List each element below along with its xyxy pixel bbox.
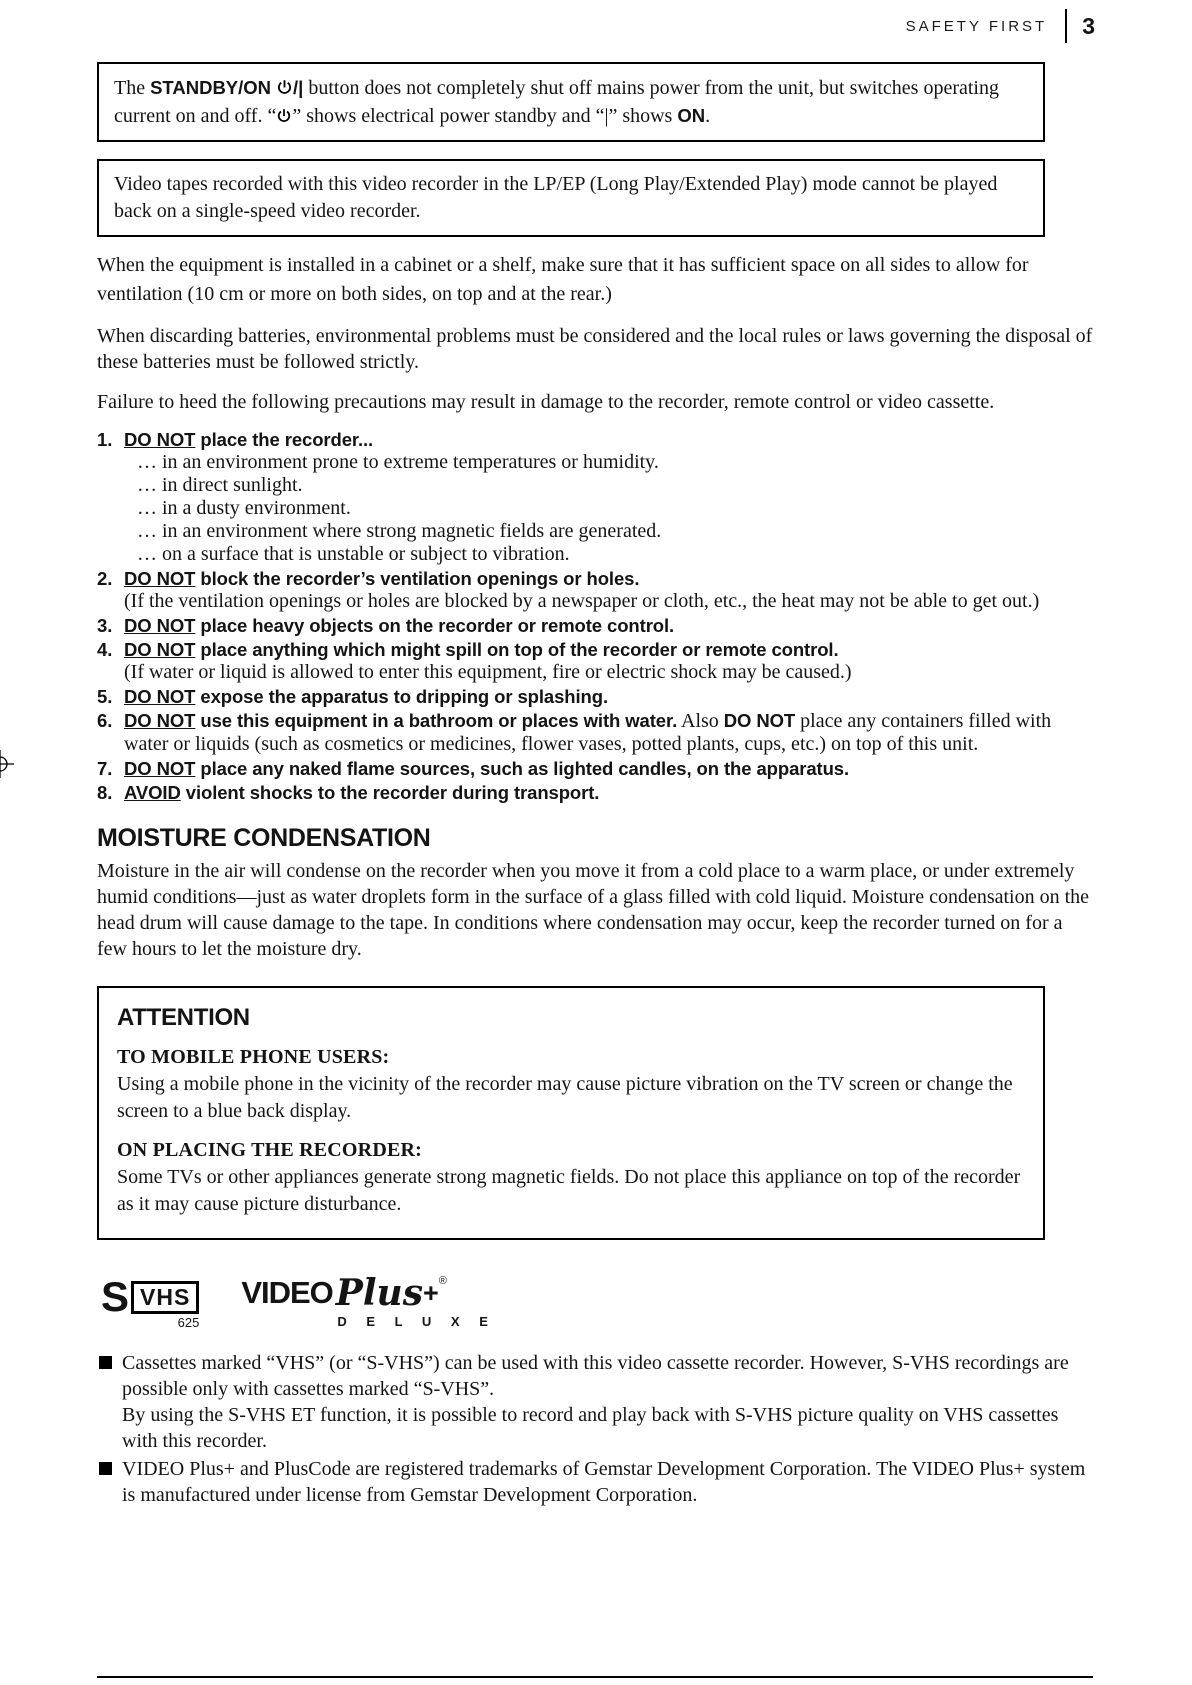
precaution-heading — [124, 567, 1095, 590]
lp-ep-notice-text: Video tapes recorded with this video recorder in the LP/EP (Long Play/Extended Play) mode cannot be played back on a single-speed video recorder. — [114, 173, 998, 222]
heading-rest: expose the apparatus to dripping or splashing. — [195, 686, 608, 707]
trademark-note-item — [97, 1350, 1095, 1454]
precaution-tail-rest: place any containers filled with water or liquids (such as cosmetics or medicines, flower vases, potted plants, cups, etc.) on top of this unit. — [124, 710, 1052, 755]
on-label: ON — [677, 105, 706, 126]
square-bullet-icon — [99, 1356, 112, 1369]
precaution-heading — [124, 685, 1095, 708]
notice-text-part: ” shows electrical power standby and “|” shows — [292, 105, 678, 127]
moisture-condensation-body: Moisture in the air will condense on the recorder when you move it from a cold place to a warm place, or under extremely humid conditions—just as water droplets form in the surface of a glass filled with cold liquid. Moisture condensation on the head drum will cause damage to the tape. In conditions where condensation may occur, keep the recorder turned on for a few hours to let the moisture dry. — [97, 860, 1090, 960]
heading-rest: place anything which might spill on top of the recorder or remote control. — [195, 639, 839, 660]
precaution-number: 3. — [97, 615, 113, 636]
attention-title: ATTENTION — [117, 1004, 250, 1031]
s-vhs-logo-column — [131, 1281, 199, 1330]
page-bottom-rule — [97, 1676, 1093, 1678]
heading-rest: use this equipment in a bathroom or places with water. — [195, 710, 678, 731]
standby-button-label: STANDBY/ON — [150, 77, 272, 98]
precaution-item-6 — [97, 709, 1095, 756]
video-plus-plus-sign: + — [422, 1278, 439, 1308]
precaution-body — [124, 757, 1095, 780]
precaution-subline: … in an environment prone to extreme temperatures or humidity. — [137, 451, 659, 473]
precaution-subline: … in direct sunlight. — [137, 474, 303, 496]
precaution-item-4 — [97, 638, 1095, 684]
ventilation-paragraph: When the equipment is installed in a cabinet or a shelf, make sure that it has sufficient space on all sides to allow for ventilation (10 cm or more on both sides, on top and at the rear.) — [97, 254, 1029, 305]
trademark-note-lines — [122, 1456, 1095, 1508]
do-not-label: DO NOT — [124, 639, 196, 660]
do-not-label: DO NOT — [124, 710, 196, 731]
precaution-note: (If water or liquid is allowed to enter this equipment, fire or electric shock may be caused.) — [124, 661, 852, 683]
logo-row — [101, 1272, 1095, 1330]
heading-rest: block the recorder’s ventilation openings or holes. — [195, 568, 640, 589]
do-not-label: DO NOT — [124, 568, 196, 589]
precaution-body — [124, 567, 1095, 613]
standby-symbol-suffix: /| — [293, 77, 304, 98]
s-vhs-logo-s: S — [101, 1273, 130, 1320]
trademark-note-line: By using the S-VHS ET function, it is possible to record and play back with S-VHS picture quality on VHS cassettes with this recorder. — [122, 1404, 1059, 1452]
video-plus-script-text: Plus — [335, 1272, 423, 1314]
placing-recorder-body: Some TVs or other appliances generate strong magnetic fields. Do not place this appliance on top of the recorder as it may cause picture disturbance. — [117, 1166, 1021, 1215]
do-not-label: DO NOT — [124, 429, 196, 450]
placing-recorder-heading: ON PLACING THE RECORDER: — [117, 1139, 423, 1161]
mobile-phone-users-body: Using a mobile phone in the vicinity of the recorder may cause picture vibration on the TV screen or change the screen to a blue back display. — [117, 1073, 1013, 1122]
precaution-number: 4. — [97, 639, 113, 660]
trademark-notes-list — [97, 1350, 1095, 1508]
precaution-number: 6. — [97, 710, 113, 731]
vhs-625-variant: 625 — [177, 1315, 200, 1330]
notice-text-part: button does not completely shut off mains power from the unit, but switches operating current on and off. “ — [114, 77, 999, 127]
precaution-item-3 — [97, 614, 1095, 637]
trademark-note-line: Cassettes marked “VHS” (or “S-VHS”) can be used with this video cassette recorder. However, S-VHS recordings are possible only with cassettes marked “S-VHS”. — [122, 1352, 1069, 1400]
vhs-logo-box — [131, 1281, 199, 1314]
registration-mark-icon — [0, 750, 14, 778]
heading-rest: violent shocks to the recorder during transport. — [180, 782, 600, 803]
notice-text-part: . — [705, 105, 711, 127]
precaution-item-8 — [97, 781, 1095, 804]
precaution-item-7 — [97, 757, 1095, 780]
trademark-note-line: VIDEO Plus+ and PlusCode are registered trademarks of Gemstar Development Corporation. The VIDEO Plus+ system is manufactured under license from Gemstar Development Corporation. — [122, 1458, 1086, 1506]
do-not-label: DO NOT — [124, 615, 196, 636]
precaution-heading — [124, 710, 677, 731]
header-divider — [1065, 9, 1067, 43]
square-bullet-icon — [99, 1462, 112, 1475]
standby-notice-box — [97, 62, 1045, 142]
precaution-body — [124, 781, 1095, 804]
batteries-paragraph: When discarding batteries, environmental problems must be considered and the local rules or laws governing the disposal of these batteries must be followed strictly. — [97, 325, 1093, 373]
heading-rest: place the recorder... — [195, 429, 374, 450]
registered-trademark-symbol: ® — [438, 1275, 447, 1287]
heading-rest: place heavy objects on the recorder or remote control. — [195, 615, 675, 636]
precaution-item-1 — [97, 428, 1095, 566]
s-vhs-logo — [101, 1273, 200, 1330]
precaution-number: 1. — [97, 429, 113, 450]
precaution-body — [124, 428, 1095, 566]
page-number: 3 — [1082, 12, 1095, 39]
video-plus-deluxe-text: D E L U X E — [337, 1314, 496, 1329]
precaution-subline: … in a dusty environment. — [137, 497, 351, 519]
precaution-subline: … on a surface that is unstable or subject to vibration. — [137, 543, 570, 565]
page-header — [97, 0, 1095, 46]
precaution-heading — [124, 757, 1095, 780]
do-not-label: DO NOT — [124, 758, 196, 779]
precaution-heading — [124, 781, 1095, 804]
precaution-number: 7. — [97, 758, 113, 779]
precaution-body — [124, 685, 1095, 708]
video-plus-logo-line — [241, 1272, 496, 1314]
standby-symbol-group — [276, 77, 303, 98]
notice-text-part: The — [114, 77, 151, 99]
lp-ep-notice-box — [97, 159, 1045, 237]
video-plus-logo — [241, 1272, 496, 1329]
mobile-phone-users-heading: TO MOBILE PHONE USERS: — [117, 1046, 390, 1068]
attention-box — [97, 986, 1045, 1240]
power-standby-icon — [276, 108, 292, 124]
precaution-heading — [124, 428, 1095, 451]
precaution-subline: … in an environment where strong magnetic fields are generated. — [137, 520, 662, 542]
precaution-heading — [124, 614, 1095, 637]
do-not-label: DO NOT — [723, 710, 796, 731]
precaution-tail-plain: Also — [677, 710, 724, 732]
precaution-heading — [124, 638, 1095, 661]
section-label: SAFETY FIRST — [905, 17, 1048, 35]
precaution-body — [124, 614, 1095, 637]
moisture-condensation-title: MOISTURE CONDENSATION — [97, 824, 431, 852]
precaution-number: 2. — [97, 568, 113, 589]
precaution-item-2 — [97, 567, 1095, 613]
failure-paragraph: Failure to heed the following precautions may result in damage to the recorder, remote control or video cassette. — [97, 391, 995, 413]
trademark-note-item — [97, 1456, 1095, 1508]
precaution-number: 8. — [97, 782, 113, 803]
vhs-logo-text: VHS — [140, 1284, 191, 1310]
precaution-note: (If the ventilation openings or holes are blocked by a newspaper or cloth, etc., the heat may not be able to get out.) — [124, 590, 1040, 612]
precaution-number: 5. — [97, 686, 113, 707]
page-content — [97, 0, 1095, 1508]
heading-rest: place any naked flame sources, such as lighted candles, on the apparatus. — [195, 758, 850, 779]
do-not-label: DO NOT — [124, 686, 196, 707]
power-standby-icon — [276, 79, 293, 96]
trademark-note-lines — [122, 1350, 1095, 1454]
standby-notice-text — [114, 74, 1028, 130]
precaution-item-5 — [97, 685, 1095, 708]
avoid-label: AVOID — [124, 782, 181, 803]
precautions-list — [97, 428, 1095, 804]
video-plus-video-text: VIDEO — [241, 1275, 333, 1310]
precaution-body — [124, 709, 1095, 756]
precaution-body — [124, 638, 1095, 684]
